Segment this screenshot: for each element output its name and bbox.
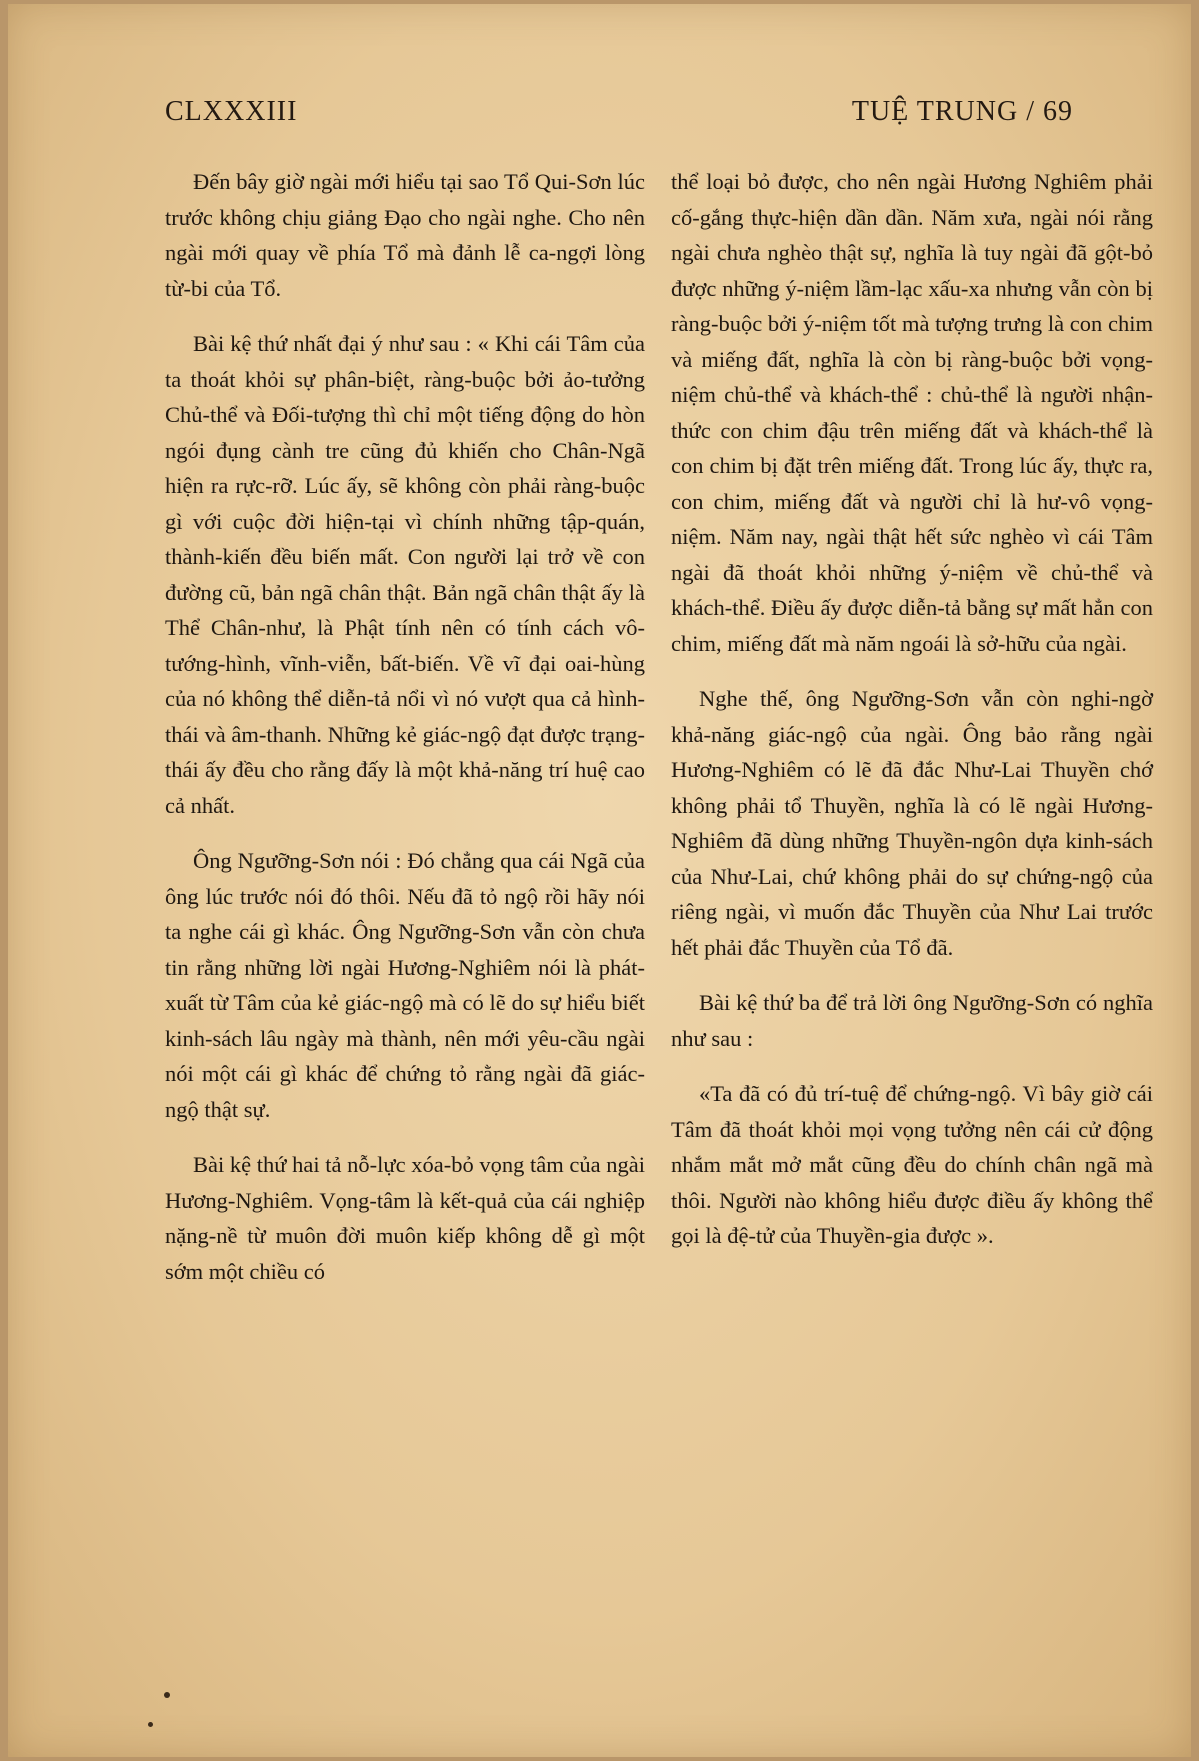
ink-spot: [148, 1722, 153, 1727]
right-column: [671, 164, 1153, 1254]
paragraph: Ông Ngưỡng-Sơn nói : Đó chẳng qua cái Ngã của ông lúc trước nói đó thôi. Nếu đã tỏ ngộ rồi hãy nói ta nghe cái gì khác. Ông Ngưỡng-Sơn vẫn còn chưa tin rằng những lời ngài Hương-Nghiêm nói là phát-xuất từ Tâm của kẻ giác-ngộ mà có lẽ do sự hiểu biết kinh-sách lâu ngày mà thành, nên mới yêu-cầu ngài nói một cái gì khác để chứng tỏ rằng ngài đã giác-ngộ thật sự.: [165, 848, 645, 1122]
paragraph: Đến bây giờ ngài mới hiểu tại sao Tổ Qui-Sơn lúc trước không chịu giảng Đạo cho ngài nghe. Cho nên ngài mới quay về phía Tổ mà đảnh lễ ca-ngợi lòng từ-bi của Tổ.: [165, 169, 645, 301]
paragraph: thể loại bỏ được, cho nên ngài Hương Nghiêm phải cố-gắng thực-hiện dần dần. Năm xưa, ngài nói rằng ngài chưa nghèo thật sự, nghĩa là tuy ngài đã gột-bỏ được những ý-niệm lầm-lạc xấu-xa nhưng vẫn còn bị ràng-buộc bởi ý-niệm tốt mà tượng trưng là con chim và miếng đất, nghĩa là còn bị ràng-buộc bởi vọng-niệm chủ-thể và khách-thể : chủ-thể là người nhận-thức con chim đậu trên miếng đất và khách-thể là con chim bị đặt trên miếng đất. Trong lúc ấy, thực ra, con chim, miếng đất và người chỉ là hư-vô vọng-niệm. Năm nay, ngài thật hết sức nghèo vì cái Tâm ngài đã thoát khỏi những ý-niệm về chủ-thể và khách-thể. Điều ấy được diễn-tả bằng sự mất hẳn con chim, miếng đất mà năm ngoái là sở-hữu của ngài.: [671, 169, 1153, 656]
page-header: [165, 96, 1073, 136]
book-page: [8, 4, 1191, 1757]
left-column: [165, 164, 645, 1289]
chapter-number: CLXXXIII: [165, 96, 298, 127]
paragraph: Bài kệ thứ nhất đại ý như sau : « Khi cái Tâm của ta thoát khỏi sự phân-biệt, ràng-buộc bởi ảo-tưởng Chủ-thể và Đối-tượng thì chỉ một tiếng động do hòn ngói đụng cành tre cũng đủ khiến cho Chân-Ngã hiện ra rực-rỡ. Lúc ấy, sẽ không còn phải ràng-buộc gì với cuộc đời hiện-tại vì chính những tập-quán, thành-kiến đều biến mất. Con người lại trở về con đường cũ, bản ngã chân thật. Bản ngã chân thật ấy là Thể Chân-như, là Phật tính nên có tính cách vô-tướng-hình, vĩnh-viễn, bất-biến. Về vĩ đại oai-hùng của nó không thể diễn-tả nổi vì nó vượt qua cả hình-thái và âm-thanh. Những kẻ giác-ngộ đạt được trạng-thái ấy đều cho rằng đấy là một khả-năng trí huệ cao cả nhất.: [165, 331, 645, 818]
paragraph: Bài kệ thứ hai tả nỗ-lực xóa-bỏ vọng tâm của ngài Hương-Nghiêm. Vọng-tâm là kết-quả của cái nghiệp nặng-nề từ muôn đời muôn kiếp không dễ gì một sớm một chiều có: [165, 1152, 645, 1284]
ink-spot: [164, 1692, 170, 1698]
paragraph: Bài kệ thứ ba để trả lời ông Ngưỡng-Sơn có nghĩa như sau :: [671, 990, 1153, 1051]
paragraph: Nghe thế, ông Ngưỡng-Sơn vẫn còn nghi-ngờ khả-năng giác-ngộ của ngài. Ông bảo rằng ngài Hương-Nghiêm có lẽ đã đắc Như-Lai Thuyền chớ không phải tổ Thuyền, nghĩa là có lẽ ngài Hương-Nghiêm đã dùng những Thuyền-ngôn dựa kinh-sách của Như-Lai, chứ không phải do sự chứng-ngộ của riêng ngài, vì muốn đắc Thuyền của Như Lai trước hết phải đắc Thuyền của Tổ đã.: [671, 686, 1153, 960]
running-title-page-number: TUỆ TRUNG / 69: [851, 96, 1073, 127]
paragraph: «Ta đã có đủ trí-tuệ để chứng-ngộ. Vì bây giờ cái Tâm đã thoát khỏi mọi vọng tưởng nên cái cử động nhắm mắt mở mắt cũng đều do chính chân ngã mà thôi. Người nào không hiểu được điều ấy không thể gọi là đệ-tử của Thuyền-gia được ».: [671, 1081, 1153, 1248]
